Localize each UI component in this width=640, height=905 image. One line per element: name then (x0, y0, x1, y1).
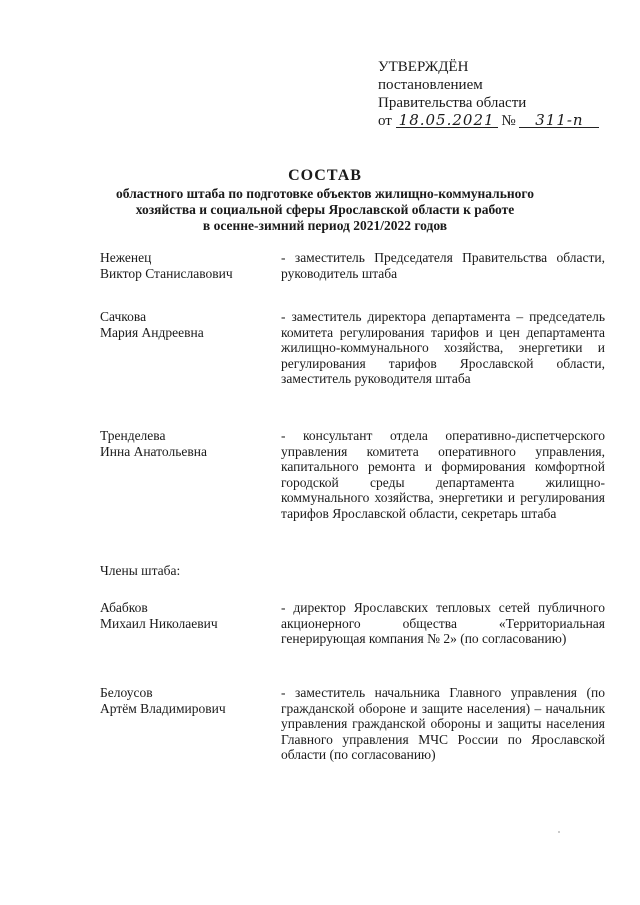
title-sub-line-2: хозяйства и социальной сферы Ярославской области к работе (135, 202, 515, 217)
person-surname: Тренделева (100, 428, 166, 443)
person-surname: Абабков (100, 600, 148, 615)
title-sub-line-1: областного штаба по подготовке объектов жилищно-коммунального (116, 186, 534, 201)
scan-speck (558, 831, 560, 833)
person-surname: Белоусов (100, 685, 153, 700)
title-sub-line-3: в осенне-зимний период 2021/2022 годов (202, 218, 448, 233)
number-sign: № (501, 113, 516, 129)
approval-date-line (378, 112, 599, 130)
person-given-names: Инна Анатольевна (100, 443, 207, 459)
title-main: СОСТАВ (288, 167, 362, 184)
person-name (100, 428, 280, 459)
approval-by: постановлением (378, 77, 483, 93)
person-position: - директор Ярославских тепловых сетей публичного акционерного общества «Территориальная генерирующая компания № 2» (по согласованию) (281, 600, 605, 647)
person-position: - заместитель начальника Главного управления (по гражданской обороне и защите населения) – начальник управления гражданской обороны и защиты населения Главного управления МЧС России по Ярославской области (по согласованию) (281, 685, 605, 763)
date-prefix: от (378, 113, 392, 129)
person-given-names: Михаил Николаевич (100, 615, 218, 631)
approval-title: УТВЕРЖДЁН (378, 59, 469, 75)
members-heading: Члены штаба: (100, 563, 181, 578)
person-surname: Сачкова (100, 309, 147, 324)
approval-stamp (378, 58, 599, 130)
person-name (100, 250, 280, 281)
approval-number: 311-п (519, 113, 599, 128)
person-position: - консультант отдела оперативно-диспетчерского управления комитета оперативного управления, капитального ремонта и формирования комфортной городской среды департамента жилищно-коммунального хозяйства, энергетики и регулирования тарифов Ярославской области, секретарь штаба (281, 428, 605, 521)
person-name (100, 309, 280, 340)
person-given-names: Артём Владимирович (100, 700, 226, 716)
person-position: - заместитель директора департамента – председатель комитета регулирования тарифов и цен департамента жилищно-коммунального хозяйства, энергетики и регулирования тарифов Ярославской области, заместитель руководителя штаба (281, 309, 605, 387)
person-name (100, 685, 280, 716)
document-title (60, 166, 590, 234)
person-given-names: Мария Андреевна (100, 324, 204, 340)
approval-date: 18.05.2021 (396, 113, 498, 128)
approval-authority: Правительства области (378, 95, 527, 111)
person-surname: Неженец (100, 250, 152, 265)
person-given-names: Виктор Станиславович (100, 265, 233, 281)
person-position: - заместитель Председателя Правительства области, руководитель штаба (281, 250, 605, 281)
person-name (100, 600, 280, 631)
